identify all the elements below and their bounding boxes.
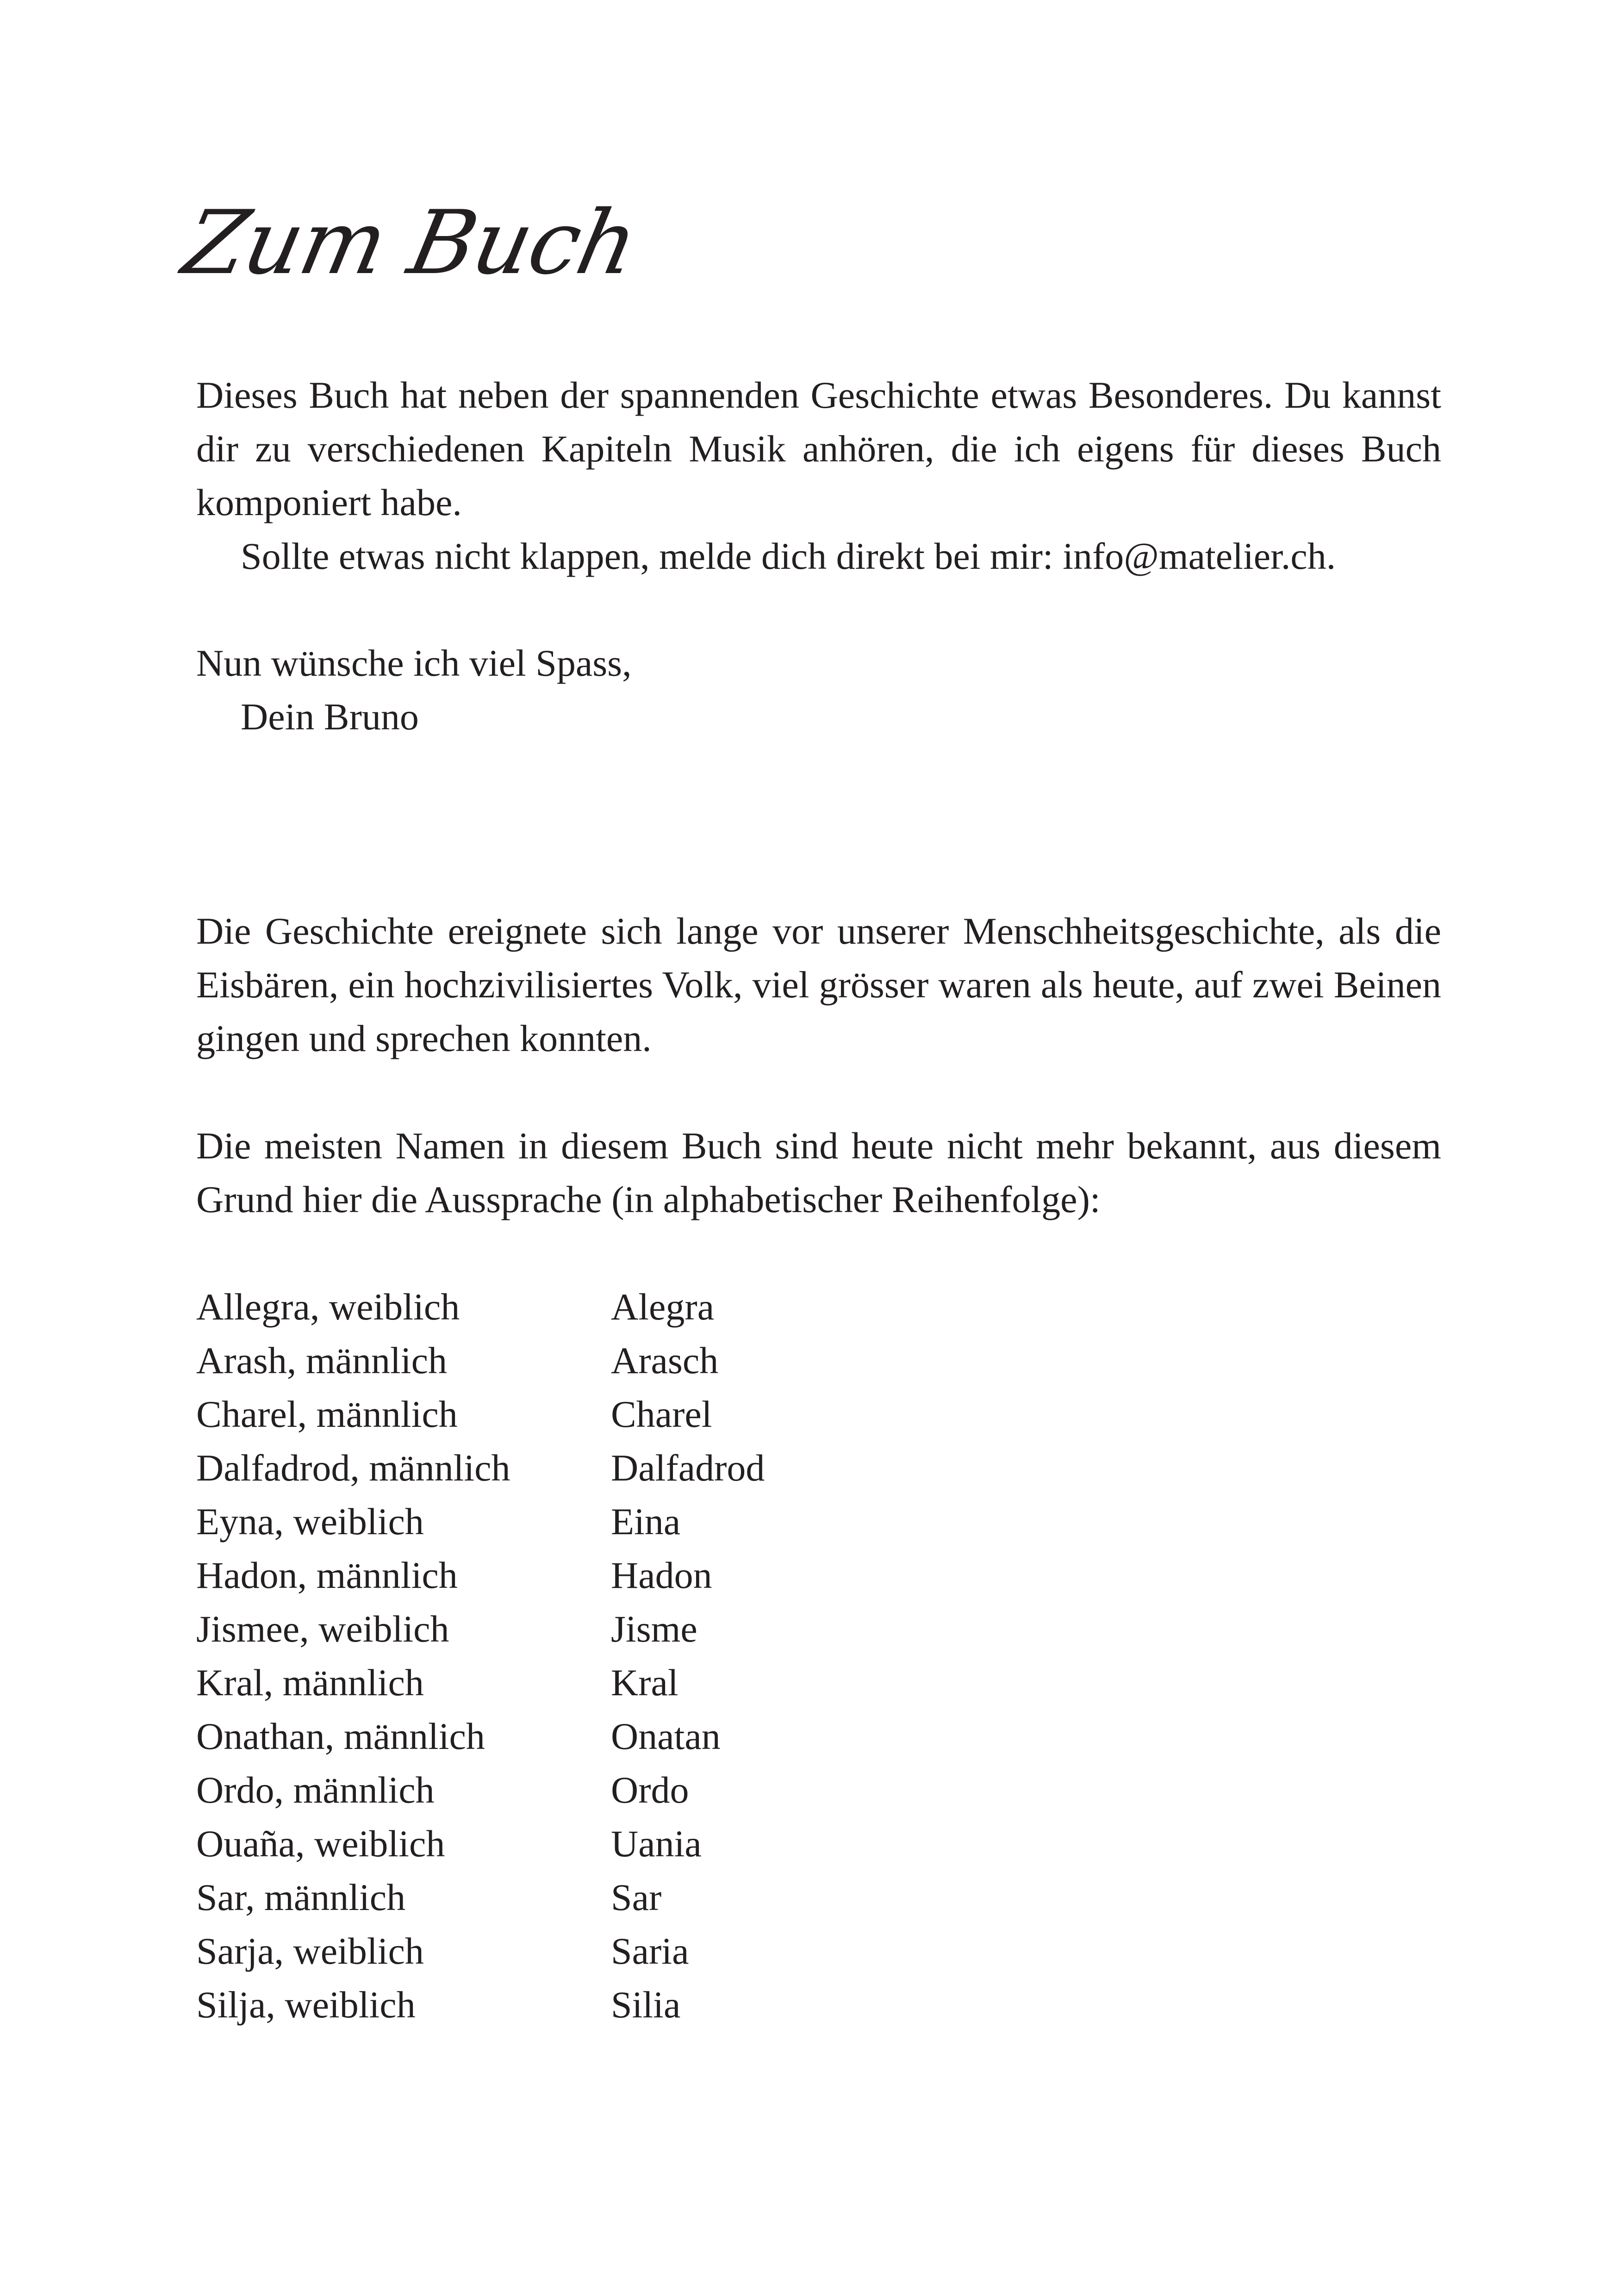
signature: Dein Bruno bbox=[241, 696, 419, 738]
intro-section bbox=[196, 368, 1441, 583]
pronunciation: Kral bbox=[611, 1661, 678, 1704]
pronunciation: Eina bbox=[611, 1500, 681, 1543]
character-name: Arash, männlich bbox=[196, 1339, 447, 1381]
character-name: Onathan, männlich bbox=[196, 1715, 485, 1757]
pronunciation: Jisme bbox=[611, 1608, 697, 1650]
character-name: Ouaña, weiblich bbox=[196, 1823, 445, 1865]
character-name: Sarja, weiblich bbox=[196, 1930, 424, 1972]
character-name: Charel, männlich bbox=[196, 1393, 458, 1435]
character-name: Sar, männlich bbox=[196, 1876, 406, 1918]
pronunciation: Charel bbox=[611, 1393, 712, 1435]
greeting-section bbox=[196, 636, 1441, 744]
character-name: Dalfadrod, männlich bbox=[196, 1447, 510, 1489]
character-name: Kral, männlich bbox=[196, 1661, 424, 1704]
character-name: Hadon, männlich bbox=[196, 1554, 458, 1596]
names-intro-paragraph: Die meisten Namen in diesem Buch sind heute nicht mehr bekannt, aus diesem Grund hier die Aussprache (in alphabetischer Reihenfolge): bbox=[196, 1125, 1441, 1220]
pronunciation: Ordo bbox=[611, 1769, 689, 1811]
pronunciation: Hadon bbox=[611, 1554, 712, 1596]
intro-paragraph: Dieses Buch hat neben der spannenden Geschichte etwas Besonderes. Du kannst dir zu verschiedenen Kapiteln Musik anhören, die ich eigens für dieses Buch komponiert habe. bbox=[196, 374, 1441, 523]
page-title: Zum Buch bbox=[175, 192, 646, 294]
pronunciation: Alegra bbox=[611, 1286, 715, 1328]
story-section bbox=[196, 904, 1441, 1065]
contact-paragraph: Sollte etwas nicht klappen, melde dich direkt bei mir: info@matelier.ch. bbox=[241, 535, 1336, 577]
character-name: Silja, weiblich bbox=[196, 1984, 416, 2026]
story-paragraph: Die Geschichte ereignete sich lange vor unserer Menschheitsgeschichte, als die Eisbären, ein hochzivilisiertes Volk, viel grösser waren als heute, auf zwei Beinen gingen und sprechen konnten. bbox=[196, 910, 1441, 1059]
names-intro-section bbox=[196, 1119, 1441, 1226]
greeting-line: Nun wünsche ich viel Spass, bbox=[196, 642, 632, 684]
pronunciation: Saria bbox=[611, 1930, 689, 1972]
character-name: Allegra, weiblich bbox=[196, 1286, 460, 1328]
pronunciation: Silia bbox=[611, 1984, 681, 2026]
pronunciation: Dalfadrod bbox=[611, 1447, 765, 1489]
pronunciation: Sar bbox=[611, 1876, 662, 1918]
character-name: Eyna, weiblich bbox=[196, 1500, 424, 1543]
pronunciation: Onatan bbox=[611, 1715, 721, 1757]
pronunciation: Uania bbox=[611, 1823, 702, 1865]
pronunciation: Arasch bbox=[611, 1339, 719, 1381]
character-name: Ordo, männlich bbox=[196, 1769, 435, 1811]
character-name: Jismee, weiblich bbox=[196, 1608, 449, 1650]
